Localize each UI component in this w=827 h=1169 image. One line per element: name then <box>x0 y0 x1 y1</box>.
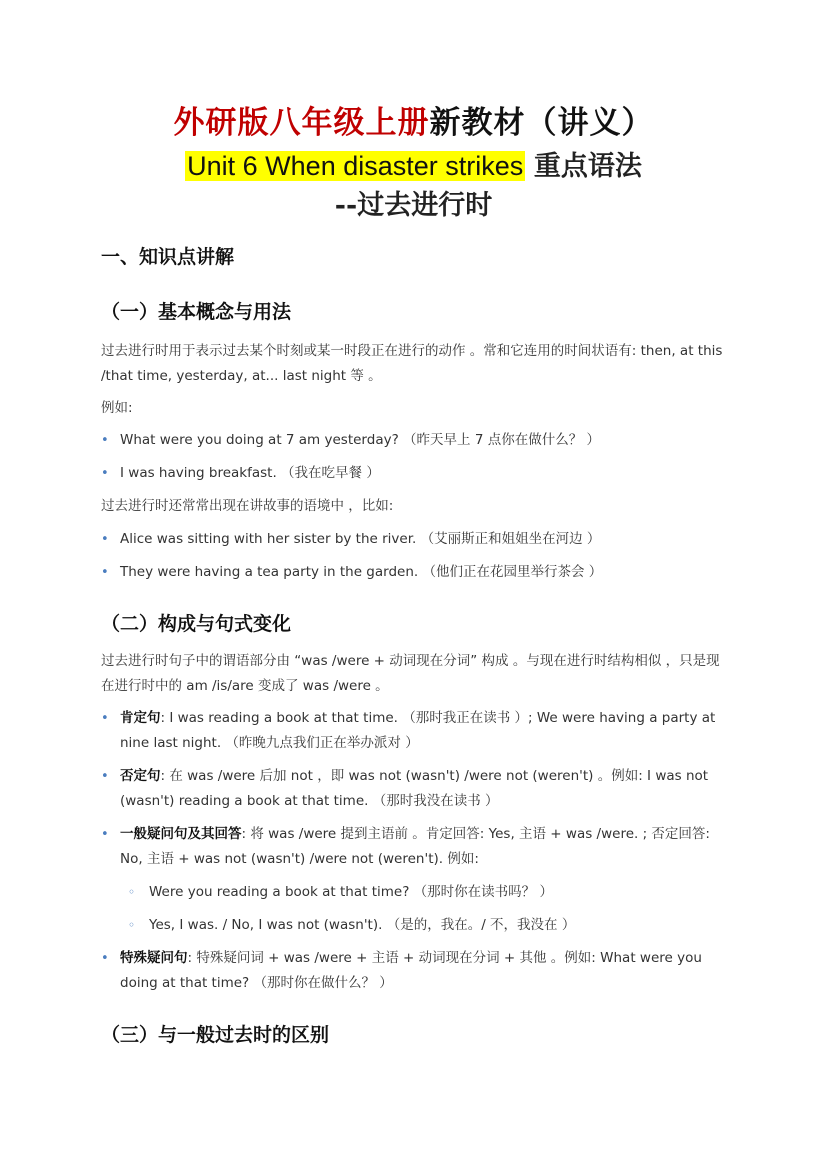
list-item: • What were you doing at 7 am yesterday? （昨天早上 7 点你在做什么？ ） <box>101 428 726 453</box>
bullet-dot-icon: • <box>101 565 109 580</box>
list-item: • Alice was sitting with her sister by the river. （艾丽斯正和姐姐坐在河边 ） <box>101 527 726 552</box>
paragraph-story-context: 过去进行时还常常出现在讲故事的语境中 ，比如: <box>101 498 394 514</box>
bullet-dot-icon: • <box>101 466 109 481</box>
list-item-negative: • 否定句: 在 was /were 后加 not ，即 was not (wasn't) /were not (weren't) 。例如: I was not (wasn't) reading a book at that time. （那时我没在读书 ） <box>101 764 726 814</box>
list-item-yes-no-question: • 一般疑问句及其回答: 将 was /were 提到主语前 。肯定回答: Yes, 主语 + was /were. ; 否定回答: No, 主语 + was not (wasn't) /were not (weren't). 例如: <box>101 822 726 872</box>
list-item: • I was having breakfast. （我在吃早餐 ） <box>101 461 726 486</box>
circle-bullet-icon: ◦ <box>128 918 136 932</box>
list-item-wh-question: • 特殊疑问句: 特殊疑问词 + was /were + 主语 + 动词现在分词 + 其他 。例如: What were you doing at that time? （那时你在做什么？ ） <box>101 946 726 996</box>
title-line-1 <box>0 102 827 144</box>
title-line-2 <box>0 146 827 187</box>
bullet-dot-icon: • <box>101 433 109 448</box>
subsection-heading-2: （二）构成与句式变化 <box>101 613 292 635</box>
subsection-heading-3: （三）与一般过去时的区别 <box>101 1024 330 1046</box>
bullet-dot-icon: • <box>101 711 109 726</box>
title-material-note: 新教材（讲义） <box>429 105 654 141</box>
circle-bullet-icon: ◦ <box>128 885 136 899</box>
paragraph-definition: 过去进行时用于表示过去某个时刻或某一时段正在进行的动作 。常和它连用的时间状语有: then, at this /that time, yesterday, at... last night 等 。 <box>101 343 723 384</box>
list-item: • They were having a tea party in the garden. （他们正在花园里举行茶会 ） <box>101 560 726 585</box>
sub-list-item: ◦ Were you reading a book at that time? （那时你在读书吗？ ） <box>128 880 726 905</box>
paragraph-structure: 过去进行时句子中的谓语部分由 “was /were + 动词现在分词” 构成 。与现在进行时结构相似 ，只是现在进行时中的 am /is/are 变成了 was /were 。 <box>101 653 720 694</box>
bullet-dot-icon: • <box>101 951 109 966</box>
list-item-affirmative: • 肯定句: I was reading a book at that time. （那时我正在读书 ）; We were having a party at nine last night. （昨晚九点我们正在举办派对 ） <box>101 706 726 756</box>
document-title <box>0 102 827 225</box>
section-heading: 一、知识点讲解 <box>101 246 235 268</box>
subsection-heading-1: （一）基本概念与用法 <box>101 301 292 323</box>
bullet-dot-icon: • <box>101 827 109 842</box>
unit-title-highlight: Unit 6 When disaster strikes <box>187 151 524 181</box>
title-grammar-label: 重点语法 <box>533 151 642 182</box>
title-line-3: --过去进行时 <box>334 190 493 221</box>
paragraph-example-label: 例如: <box>101 400 133 416</box>
title-textbook-name: 外研版八年级上册 <box>173 105 430 141</box>
bullet-dot-icon: • <box>101 769 109 784</box>
bullet-dot-icon: • <box>101 532 109 547</box>
sub-list-item: ◦ Yes, I was. / No, I was not (wasn't). （是的，我在。/ 不，我没在 ） <box>128 913 726 938</box>
